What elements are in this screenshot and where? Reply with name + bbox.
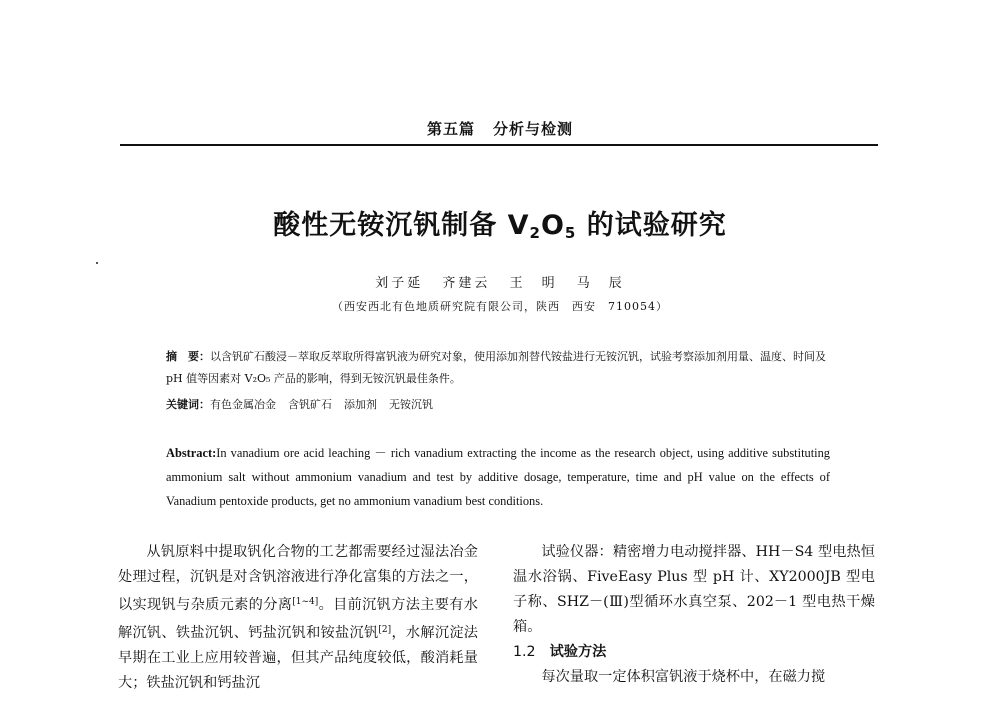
author: 刘子延 — [375, 276, 424, 291]
citation-ref[interactable]: [2] — [378, 625, 392, 635]
keywords — [166, 394, 846, 416]
keyword: 添加剂 — [344, 398, 377, 411]
section-heading-text: 试验方法 — [549, 644, 607, 660]
keywords-label: 关键词： — [166, 398, 210, 411]
title-suffix: 的试验研究 — [576, 210, 727, 241]
section-part: 第五篇 — [426, 120, 475, 138]
intro-text-b: 。目前沉钒方法主要有水解沉钒、铁盐沉钒、钙盐沉钒和铵盐沉钒 — [118, 597, 478, 641]
abstract-en-text: In vanadium ore acid leaching － rich vanadium extracting the income as the research object, using additive substituting ammonium salt without ammonium vanadium and test by additive dosage, temperature, time and pH value on the effects of Vanadium pentoxide products, get no ammonium vanadium best conditions. — [166, 446, 830, 508]
section-number: 1.2 — [513, 644, 536, 660]
affiliation: （西安西北有色地质研究院有限公司，陕西 西安 710054） — [332, 300, 668, 313]
title-mid: O — [540, 210, 565, 241]
keyword: 含钒矿石 — [288, 398, 332, 411]
abstract-en-label: Abstract: — [166, 446, 217, 460]
intro-paragraph — [118, 540, 478, 696]
title-prefix: 酸性无铵沉钒制备 V — [273, 210, 530, 241]
citation-ref[interactable]: [1~4] — [292, 597, 319, 607]
title-subscript-2: 5 — [564, 224, 577, 242]
keyword: 有色金属冶金 — [210, 398, 276, 411]
keyword: 无铵沉钒 — [389, 398, 433, 411]
intro-text-c: ，水解沉淀法早期在工业上应用较普遍，但其产品纯度较低，酸消耗量大；铁盐沉钒和钙盐沉 — [118, 625, 478, 691]
left-column — [118, 540, 478, 696]
abstract-english — [166, 441, 830, 513]
header-rule — [120, 144, 878, 146]
paper-title — [0, 203, 1000, 242]
title-subscript-1: 2 — [529, 224, 541, 242]
author: 马 辰 — [576, 276, 625, 291]
authors — [0, 272, 1000, 291]
abstract-cn-label: 摘 要： — [166, 350, 210, 363]
section-heading-1-2 — [513, 640, 875, 665]
abstract-cn-text: 以含钒矿石酸浸－萃取反萃取所得富钒液为研究对象，使用添加剂替代铵盐进行无铵沉钒，试验考察添加剂用量、温度、时间及 pH 值等因素对 V₂O₅ 产品的影响，得到无铵沉钒最佳条件。 — [166, 350, 826, 385]
author: 王 明 — [509, 276, 558, 291]
method-paragraph: 每次量取一定体积富钒液于烧杯中，在磁力搅 — [541, 669, 826, 685]
intro-text-a: 从钒原料中提取钒化合物的工艺都需要经过湿法冶金处理过程，沉钒是对含钒溶液进行净化富集的方法之一，以实现钒与杂质元素的分离 — [118, 544, 478, 613]
right-column — [513, 540, 875, 690]
scan-speck — [96, 262, 98, 264]
abstract-chinese — [166, 346, 846, 390]
instruments-paragraph: 试验仪器：精密增力电动搅拌器、HH－S4 型电热恒温水浴锅、FiveEasy Plus 型 pH 计、XY2000JB 型电子称、SHZ－(Ⅲ)型循环水真空泵、202－1 型电热干燥箱。 — [513, 544, 875, 635]
section-name: 分析与检测 — [493, 120, 574, 138]
author: 齐建云 — [442, 276, 491, 291]
section-header — [0, 118, 1000, 139]
